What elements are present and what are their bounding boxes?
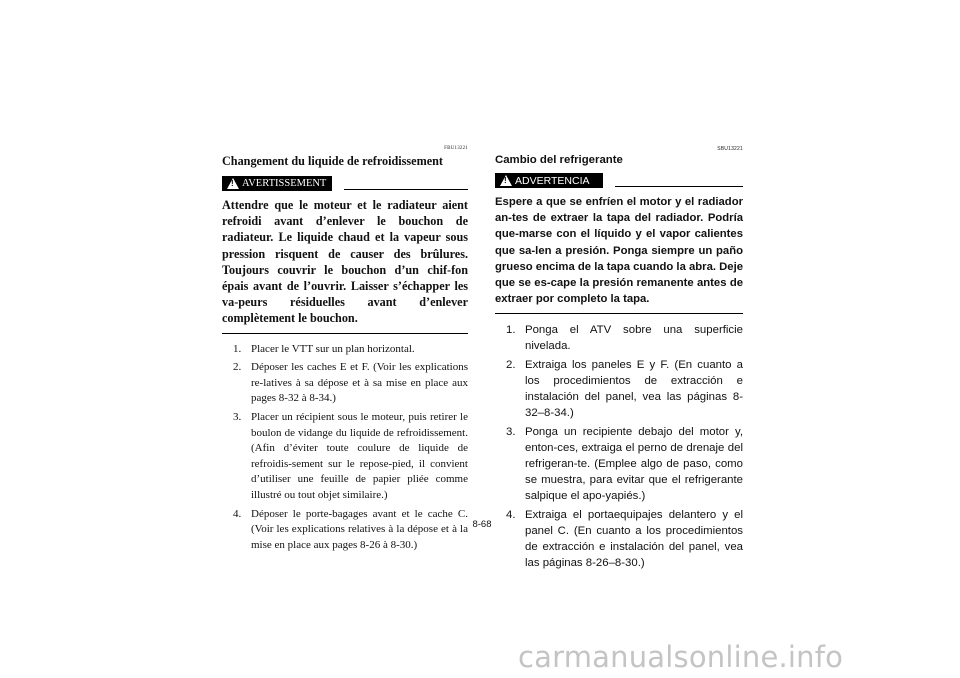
warning-label: ADVERTENCIA: [515, 174, 590, 187]
step-number: 3.: [233, 411, 242, 423]
step-text: Déposer les caches E et F. (Voir les explications re-latives à sa dépose et à sa mise en place aux pages 8-32 à 8-34.): [251, 361, 468, 405]
step-text: Ponga el ATV sobre una superficie nivelada.: [525, 324, 743, 353]
step-number: 4.: [506, 509, 516, 522]
warning-triangle-icon: !: [227, 178, 239, 189]
warning-triangle-icon: !: [500, 175, 512, 186]
warning-header: [222, 176, 468, 191]
list-item: [233, 360, 468, 407]
warning-badge: [222, 176, 332, 191]
step-number: 4.: [233, 507, 242, 520]
step-text: Extraiga los paneles E y F. (En cuanto a los procedimientos de extracción e instalación del panel, vea las páginas 8-32–8-34.): [525, 359, 743, 420]
section-code: FBU13221: [444, 146, 468, 151]
watermark: carmanualsonline.info: [518, 640, 844, 674]
warning-rule: [344, 189, 468, 190]
warning-label: AVERTISSEMENT: [242, 178, 327, 189]
warning-text: Espere a que se enfríen el motor y el radiador an-tes de extraer la tapa del radiador. Podría que-marse con el líquido y el vapor calientes que sa-len a presión. Ponga siempre un paño grueso encima de la tapa cuando la abra. Deje que se es-cape la presión remanente antes de extraer por completo la tapa.: [495, 194, 743, 314]
steps-list: [495, 322, 743, 571]
step-number: 3.: [506, 426, 516, 439]
list-item: [506, 357, 743, 421]
steps-list: [222, 342, 468, 554]
step-number: 1.: [506, 324, 516, 337]
warning-badge: [495, 173, 603, 188]
step-text: Déposer le porte-bagages avant et le cache C. (Voir les explications relatives à la dépose et à la mise en place aux pages 8-26 à 8-30.): [251, 507, 468, 551]
warning-rule: [615, 186, 743, 187]
french-column: [222, 146, 468, 556]
list-item: [506, 322, 743, 354]
section-title: Cambio del refrigerante: [495, 154, 623, 166]
step-number: 2.: [233, 361, 242, 374]
step-text: Extraiga el portaequipajes delantero y el panel C. (En cuanto a los procedimientos de extracción e instalación del panel, vea las páginas 8-26–8-30.): [525, 509, 743, 570]
warning-text: Attendre que le moteur et le radiateur aient refroidi avant d’enlever le bouchon de radiateur. Le liquide chaud et la vapeur sous pression risquent de causer des brûlures. Toujours couvrir le bouchon d’un chif-fon épais avant de l’ouvrir. Laisser s’échapper les va-peurs résiduelles avant d’enlever complètement le bouchon.: [222, 197, 468, 334]
list-item: [233, 342, 468, 358]
warning-header: [495, 173, 743, 188]
step-number: 1.: [233, 342, 242, 355]
list-item: [506, 507, 743, 571]
page-number: 8-68: [472, 519, 492, 530]
list-item: [233, 410, 468, 504]
list-item: [506, 424, 743, 504]
step-number: 2.: [506, 359, 516, 372]
step-text: Placer un récipient sous le moteur, puis retirer le boulon de vidange du liquide de refroidissement. (Afin d’éviter toute coulure de liquide de refroidis-sement sur le repose-pied, il convient d’utiliser une feuille de papier pliée comme illustré ou tout objet similaire.): [251, 411, 468, 501]
section-code: SBU13221: [717, 146, 743, 152]
spanish-column: [495, 146, 743, 574]
step-text: Placer le VTT sur un plan horizontal.: [251, 342, 415, 355]
section-title: Changement du liquide de refroidissement: [222, 154, 443, 168]
step-text: Ponga un recipiente debajo del motor y, enton-ces, extraiga el perno de drenaje del refrigeran-te. (Emplee algo de paso, como se muestra, para evitar que el refrigerante salpique el apo-yapiés.): [525, 426, 743, 503]
list-item: [233, 507, 468, 554]
